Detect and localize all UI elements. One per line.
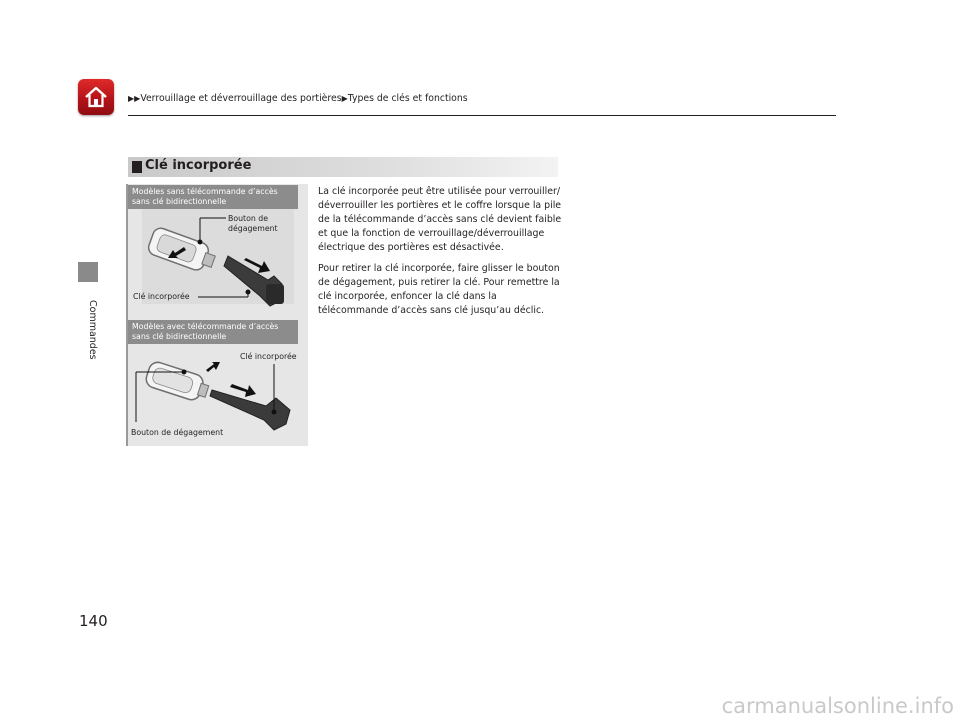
chapter-label: Commandes — [87, 300, 98, 360]
breadcrumb-parent-link[interactable]: Verrouillage et déverrouillage des portières — [140, 93, 342, 104]
home-icon — [82, 83, 110, 111]
figure-tag-without-bidirectional: Modèles sans télécommande d’accès sans clé bidirectionnelle — [128, 185, 298, 209]
section-header — [128, 157, 558, 177]
breadcrumb-current: Types de clés et fonctions — [347, 93, 468, 104]
label-release-button-1: Bouton de dégagement — [228, 214, 278, 233]
section-square-icon — [132, 161, 142, 173]
section-title: Clé incorporée — [145, 158, 252, 173]
paragraph-1: La clé incorporée peut être utilisée pour verrouiller/ déverrouiller les portières et le coffre lorsque la pile de la télécommande d’accès sans clé devient faible et que la fonction de verrouillage/déverrouillage électrique des portières est désactivée. — [318, 186, 562, 253]
page-number: 140 — [79, 612, 108, 630]
home-button[interactable] — [78, 79, 114, 115]
figure-tag-with-bidirectional: Modèles avec télécommande d’accès sans clé bidirectionnelle — [128, 320, 298, 344]
breadcrumb-arrow-icon: ▶▶ — [128, 94, 141, 103]
paragraph-2: Pour retirer la clé incorporée, faire glisser le bouton de dégagement, puis retirer la clé. Pour remettre la clé incorporée, enfoncer la clé dans la télécommande d’accès sans clé jusqu’au déclic. — [318, 263, 560, 316]
section-body — [318, 185, 562, 325]
remote-fob-illustration-2 — [144, 360, 211, 404]
breadcrumb — [128, 93, 468, 104]
breadcrumb-separator-icon: ▶ — [341, 94, 348, 103]
watermark: carmanualsonline.info — [721, 694, 954, 718]
embedded-key-illustration-2 — [210, 390, 290, 430]
header-divider — [128, 115, 836, 116]
label-release-button-2: Bouton de dégagement — [131, 428, 224, 437]
label-embedded-key-2: Clé incorporée — [240, 352, 297, 361]
label-embedded-key-1: Clé incorporée — [133, 292, 190, 301]
chapter-tab-marker — [78, 262, 98, 282]
